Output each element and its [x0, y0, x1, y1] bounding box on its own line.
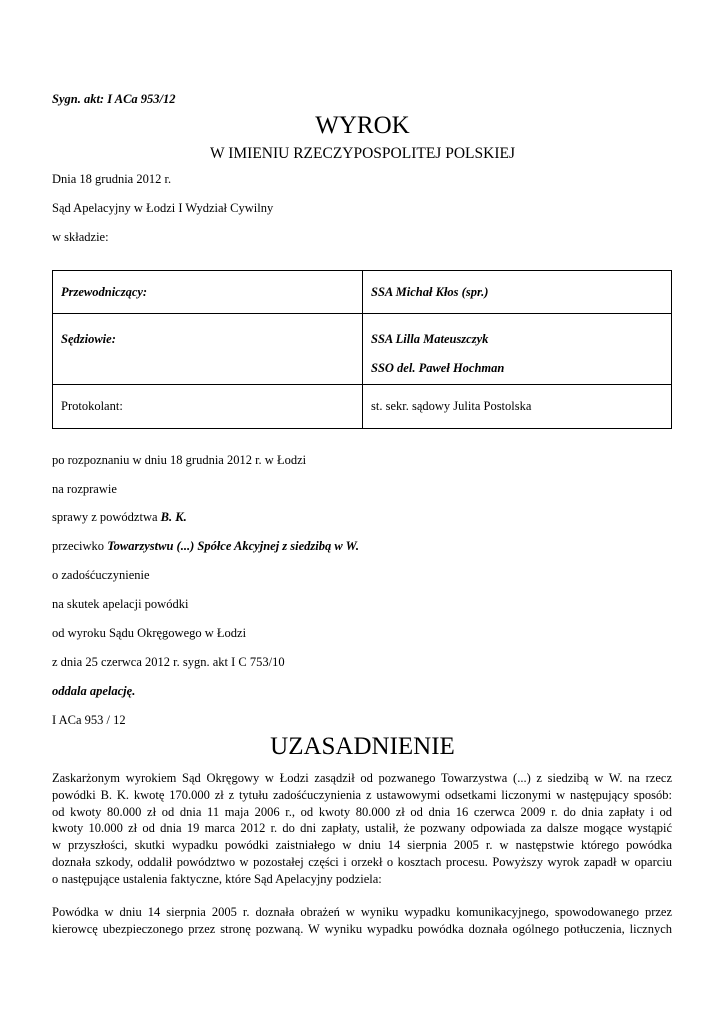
- panel-row-chair: [53, 271, 672, 314]
- judge-1: SSA Lilla Mateuszczyk: [371, 332, 489, 346]
- plaintiff-name: B. K.: [160, 510, 187, 524]
- justification-paragraph-2: [52, 904, 672, 938]
- proceedings-line-2: na rozprawie: [52, 482, 117, 496]
- paragraph-line: od kwoty 80.000 zł od dnia 11 maja 2006 r., od kwoty 80.000 zł od dnia 16 czerwca 2009 r. do dnia zapłaty i od: [52, 804, 672, 819]
- clerk-label: Protokolant:: [53, 385, 363, 429]
- paragraph-line: kierowcę ubezpieczonego przez stronę pozwaną. W wyniku wypadku powódka doznała ogólnego potłuczenia, licznych: [52, 921, 672, 936]
- panel-row-judges: [53, 314, 672, 385]
- judges-value: [363, 314, 672, 385]
- judgment-date: Dnia 18 grudnia 2012 r.: [52, 172, 172, 186]
- justification-title: UZASADNIENIE: [270, 733, 455, 760]
- proceedings-line-3: [52, 510, 187, 525]
- panel-row-clerk: [53, 385, 672, 429]
- chair-value: SSA Michał Kłos (spr.): [363, 271, 672, 314]
- judges-label: [53, 314, 363, 385]
- proceedings-line-8: z dnia 25 czerwca 2012 r. sygn. akt I C 753/10: [52, 655, 285, 669]
- plaintiff-prefix: sprawy z powództwa: [52, 510, 161, 524]
- panel-table: [52, 270, 672, 429]
- defendant-prefix: przeciwko: [52, 539, 108, 553]
- composition-label: w składzie:: [52, 230, 109, 244]
- proceedings-line-4: [52, 539, 359, 554]
- paragraph-line: Zaskarżonym wyrokiem Sąd Okręgowy w Łodzi zasądził od pozwanego Towarzystwa (...) z siedzibą w W. na rzecz: [52, 771, 672, 785]
- paragraph-line: powódki B. K. kwotę 170.000 zł z tytułu zadośćuczynienia z ustawowymi odsetkami liczonymi w następujący sposób:: [52, 787, 672, 802]
- judge-2: SSO del. Paweł Hochman: [371, 361, 505, 375]
- case-reference: I ACa 953 / 12: [52, 713, 126, 727]
- proceedings-line-6: na skutek apelacji powódki: [52, 597, 189, 611]
- paragraph-line: doznała szkody, oddalił powództwo w pozostałej części i orzekł o kosztach procesu. Powyższy wyrok zapadł w oparciu: [52, 854, 672, 869]
- paragraph-line: Powódka w dniu 14 sierpnia 2005 r. doznała obrażeń w wyniku wypadku komunikacyjnego, spowodowanego przez: [52, 905, 672, 919]
- justification-paragraph-1: [52, 770, 672, 888]
- proceedings-line-5: o zadośćuczynienie: [52, 568, 150, 582]
- defendant-name: Towarzystwu (...) Spółce Akcyjnej z siedzibą w W.: [107, 539, 359, 553]
- chair-label: Przewodniczący:: [53, 271, 363, 314]
- paragraph-line: w przyszłości, skutki wypadku powódki zaistniałego w dniu 14 sierpnia 2005 r. w następstwie którego powódka: [52, 838, 672, 853]
- court-name: Sąd Apelacyjny w Łodzi I Wydział Cywilny: [52, 201, 274, 215]
- document-subtitle: W IMIENIU RZECZYPOSPOLITEJ POLSKIEJ: [210, 145, 515, 162]
- paragraph-line: kwoty 10.000 zł od dnia 19 marca 2012 r. do dni zapłaty, ustalił, że pozwany odpowiada za dalsze mogące wystąpić: [52, 821, 672, 836]
- proceedings-line-1: po rozpoznaniu w dniu 18 grudnia 2012 r. w Łodzi: [52, 453, 307, 467]
- clerk-value: st. sekr. sądowy Julita Postolska: [363, 385, 672, 429]
- judges-label-text: Sędziowie:: [61, 332, 116, 346]
- verdict: oddala apelację.: [52, 684, 136, 698]
- paragraph-line: o następujące ustalenia faktyczne, które Sąd Apelacyjny podziela:: [52, 871, 382, 886]
- case-signature: Sygn. akt: I ACa 953/12: [52, 92, 176, 106]
- proceedings-line-7: od wyroku Sądu Okręgowego w Łodzi: [52, 626, 247, 640]
- document-title: WYROK: [315, 112, 410, 139]
